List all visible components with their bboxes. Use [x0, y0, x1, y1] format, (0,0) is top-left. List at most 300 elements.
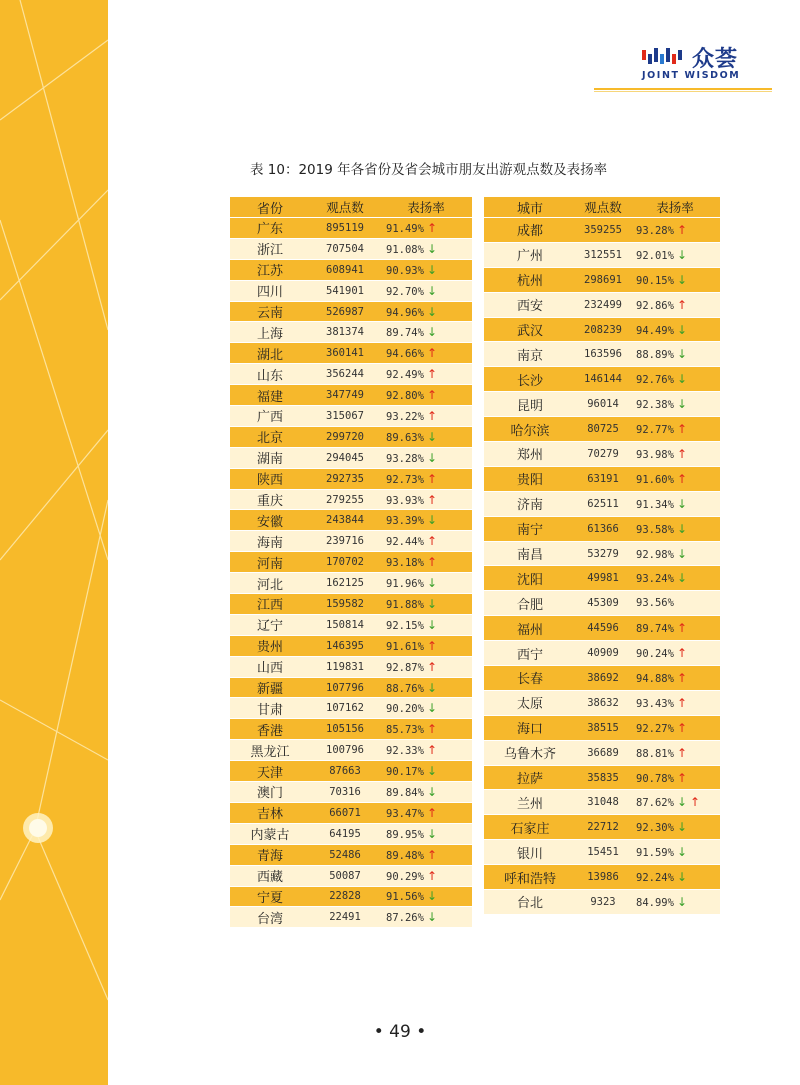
row-count: 62511	[576, 492, 630, 516]
row-rate-cell	[380, 239, 472, 259]
row-rate-cell	[380, 490, 472, 510]
arrow-up-icon: ↑	[426, 743, 437, 758]
row-name: 河北	[230, 573, 310, 593]
row-rate: 92.70%	[386, 285, 424, 298]
row-rate: 91.60%	[636, 473, 674, 486]
row-count: 52486	[310, 845, 380, 865]
arrow-down-icon: ↓	[426, 576, 437, 591]
row-rate-cell	[380, 866, 472, 886]
header-count: 观点数	[576, 197, 630, 217]
row-name: 西安	[484, 293, 576, 317]
table-row	[484, 218, 720, 242]
header-divider-thin	[594, 91, 772, 92]
row-rate: 91.61%	[386, 640, 424, 653]
arrow-up-icon: ↑	[426, 659, 437, 674]
row-count: 150814	[310, 615, 380, 635]
logo-english-text: JOINT WISDOM	[642, 70, 741, 81]
table-row	[484, 691, 720, 715]
row-count: 105156	[310, 719, 380, 739]
arrow-up-icon: ↑	[676, 621, 687, 636]
row-rate: 87.26%	[386, 912, 424, 925]
row-count: 243844	[310, 510, 380, 530]
table-row	[484, 591, 720, 615]
table-row	[230, 239, 472, 259]
row-name: 山西	[230, 657, 310, 677]
row-rate: 91.08%	[386, 243, 424, 256]
table-row	[484, 566, 720, 590]
arrow-down-icon: ↓	[676, 795, 687, 810]
arrow-up-icon: ↑	[426, 534, 437, 549]
row-count: 9323	[576, 890, 630, 914]
row-count: 608941	[310, 260, 380, 280]
arrow-up-icon: ↑	[676, 670, 687, 685]
arrow-up-icon: ↑	[426, 722, 437, 737]
row-rate: 92.73%	[386, 473, 424, 486]
row-count: 541901	[310, 281, 380, 301]
arrow-up-icon: ↑	[426, 638, 437, 653]
table-row	[230, 824, 472, 844]
row-count: 146144	[576, 367, 630, 391]
row-count: 31048	[576, 790, 630, 814]
header-rate: 表扬率	[630, 197, 720, 217]
table-row	[484, 268, 720, 292]
row-rate-cell	[380, 218, 472, 238]
arrow-down-icon: ↓	[426, 513, 437, 528]
arrow-up-icon: ↑	[676, 720, 687, 735]
arrow-up-icon: ↑	[426, 346, 437, 361]
row-name: 南宁	[484, 517, 576, 541]
row-name: 海口	[484, 716, 576, 740]
arrow-up-icon: ↑	[676, 770, 687, 785]
table-row	[484, 342, 720, 366]
table-row	[484, 741, 720, 765]
row-rate-cell	[630, 666, 720, 690]
table-row	[484, 542, 720, 566]
table-row	[230, 866, 472, 886]
row-rate: 92.44%	[386, 536, 424, 549]
row-count: 87663	[310, 761, 380, 781]
table-row	[230, 343, 472, 363]
row-name: 武汉	[484, 318, 576, 342]
row-count: 146395	[310, 636, 380, 656]
row-count: 312551	[576, 243, 630, 267]
row-name: 杭州	[484, 268, 576, 292]
row-count: 107796	[310, 678, 380, 698]
row-count: 38692	[576, 666, 630, 690]
table-row	[230, 803, 472, 823]
row-rate: 87.62%	[636, 797, 674, 810]
row-name: 重庆	[230, 490, 310, 510]
row-name: 辽宁	[230, 615, 310, 635]
row-rate-cell	[380, 824, 472, 844]
row-name: 云南	[230, 302, 310, 322]
arrow-up-icon: ↑	[676, 695, 687, 710]
row-name: 乌鲁木齐	[484, 741, 576, 765]
arrow-down-icon: ↓	[426, 680, 437, 695]
row-rate-cell	[630, 392, 720, 416]
arrow-down-icon: ↓	[676, 397, 687, 412]
arrow-up-icon: ↑	[426, 367, 437, 382]
province-table	[230, 196, 472, 928]
row-name: 昆明	[484, 392, 576, 416]
row-count: 381374	[310, 322, 380, 342]
row-rate-cell	[380, 448, 472, 468]
row-count: 298691	[576, 268, 630, 292]
row-rate: 90.93%	[386, 264, 424, 277]
row-name: 河南	[230, 552, 310, 572]
arrow-down-icon: ↓	[426, 241, 437, 256]
row-name: 拉萨	[484, 766, 576, 790]
row-rate: 94.88%	[636, 672, 674, 685]
arrow-down-icon: ↓	[676, 322, 687, 337]
row-name: 呼和浩特	[484, 865, 576, 889]
row-rate-cell	[630, 517, 720, 541]
table-row	[484, 790, 720, 814]
row-rate: 91.96%	[386, 578, 424, 591]
table-title: 表 10：2019 年各省份及省会城市朋友出游观点数及表扬率	[250, 162, 608, 178]
page-number: • 49 •	[373, 1022, 427, 1042]
row-rate-cell	[380, 719, 472, 739]
table-row	[230, 510, 472, 530]
row-name: 浙江	[230, 239, 310, 259]
row-rate: 91.49%	[386, 222, 424, 235]
row-rate-cell	[380, 678, 472, 698]
table-row	[230, 260, 472, 280]
row-rate-cell	[630, 741, 720, 765]
row-rate-cell	[630, 218, 720, 242]
arrow-down-icon: ↓	[676, 247, 687, 262]
row-count: 100796	[310, 740, 380, 760]
row-rate: 92.27%	[636, 722, 674, 735]
decorative-sidebar	[0, 0, 108, 1085]
row-name: 合肥	[484, 591, 576, 615]
row-rate: 94.96%	[386, 306, 424, 319]
arrow-down-icon: ↓	[426, 826, 437, 841]
row-name: 北京	[230, 427, 310, 447]
row-name: 山东	[230, 364, 310, 384]
arrow-down-icon: ↓	[676, 820, 687, 835]
row-rate: 90.17%	[386, 766, 424, 779]
table-row	[230, 469, 472, 489]
arrow-down-icon: ↓	[676, 496, 687, 511]
table-row	[230, 490, 472, 510]
row-name: 福建	[230, 385, 310, 405]
table-row	[484, 641, 720, 665]
row-rate-cell	[380, 322, 472, 342]
arrow-up-icon: ↑	[426, 471, 437, 486]
row-name: 福州	[484, 616, 576, 640]
row-name: 台北	[484, 890, 576, 914]
row-name: 长春	[484, 666, 576, 690]
row-name: 青海	[230, 845, 310, 865]
row-count: 360141	[310, 343, 380, 363]
row-rate-cell	[630, 467, 720, 491]
row-rate-cell	[380, 406, 472, 426]
row-rate-cell	[380, 803, 472, 823]
row-rate-cell	[380, 343, 472, 363]
row-count: 315067	[310, 406, 380, 426]
row-name: 西藏	[230, 866, 310, 886]
row-count: 232499	[576, 293, 630, 317]
table-row	[230, 698, 472, 718]
row-name: 新疆	[230, 678, 310, 698]
row-rate: 92.80%	[386, 390, 424, 403]
row-rate: 92.49%	[386, 369, 424, 382]
row-name: 安徽	[230, 510, 310, 530]
row-rate: 92.98%	[636, 548, 674, 561]
row-name: 宁夏	[230, 887, 310, 907]
row-rate: 90.29%	[386, 870, 424, 883]
row-name: 香港	[230, 719, 310, 739]
table-row	[230, 364, 472, 384]
row-rate: 93.98%	[636, 448, 674, 461]
arrow-down-icon: ↓	[426, 764, 437, 779]
arrow-up-icon: ↑	[426, 492, 437, 507]
row-name: 甘肃	[230, 698, 310, 718]
row-name: 江西	[230, 594, 310, 614]
row-rate-cell	[630, 790, 720, 814]
row-rate-cell	[380, 636, 472, 656]
row-count: 22491	[310, 907, 380, 927]
row-count: 707504	[310, 239, 380, 259]
row-rate: 89.48%	[386, 849, 424, 862]
row-rate: 93.24%	[636, 573, 674, 586]
arrow-down-icon: ↓	[426, 283, 437, 298]
row-count: 40909	[576, 641, 630, 665]
table-row	[230, 385, 472, 405]
table-row	[230, 302, 472, 322]
table-row	[230, 887, 472, 907]
row-rate-cell	[630, 442, 720, 466]
table-row	[484, 318, 720, 342]
arrow-down-icon: ↓	[426, 784, 437, 799]
row-rate: 90.20%	[386, 703, 424, 716]
row-rate-cell	[380, 364, 472, 384]
row-name: 贵州	[230, 636, 310, 656]
row-rate: 92.76%	[636, 374, 674, 387]
row-rate: 94.49%	[636, 324, 674, 337]
row-name: 江苏	[230, 260, 310, 280]
glow-dot-core	[29, 819, 47, 837]
row-count: 292735	[310, 469, 380, 489]
arrow-down-icon: ↓	[426, 325, 437, 340]
row-name: 广东	[230, 218, 310, 238]
row-rate-cell	[630, 691, 720, 715]
row-rate-cell	[380, 302, 472, 322]
arrow-up-icon: ↑	[426, 408, 437, 423]
table-row	[484, 417, 720, 441]
table-row	[230, 740, 472, 760]
row-rate-cell	[380, 427, 472, 447]
row-rate: 91.56%	[386, 891, 424, 904]
row-rate-cell	[380, 845, 472, 865]
brand-logo	[640, 42, 770, 88]
row-rate-cell	[630, 815, 720, 839]
table-row	[230, 657, 472, 677]
row-count: 63191	[576, 467, 630, 491]
row-name: 广西	[230, 406, 310, 426]
row-rate-cell	[630, 492, 720, 516]
table-row	[230, 322, 472, 342]
row-count: 49981	[576, 566, 630, 590]
row-name: 南京	[484, 342, 576, 366]
row-rate-cell	[630, 591, 720, 615]
row-count: 163596	[576, 342, 630, 366]
row-name: 哈尔滨	[484, 417, 576, 441]
row-rate-cell	[380, 281, 472, 301]
header-divider	[594, 88, 772, 90]
row-count: 294045	[310, 448, 380, 468]
table-row	[484, 517, 720, 541]
arrow-up-icon: ↑	[676, 745, 687, 760]
table-row	[484, 492, 720, 516]
row-rate-cell	[380, 907, 472, 927]
row-rate: 92.86%	[636, 299, 674, 312]
row-rate-cell	[630, 293, 720, 317]
row-rate-cell	[380, 740, 472, 760]
header-province: 省份	[230, 197, 310, 217]
arrow-down-icon: ↓	[676, 272, 687, 287]
row-rate-cell	[380, 469, 472, 489]
row-count: 61366	[576, 517, 630, 541]
row-rate: 93.56%	[636, 597, 674, 610]
row-name: 南昌	[484, 542, 576, 566]
arrow-up-icon: ↑	[426, 868, 437, 883]
row-count: 107162	[310, 698, 380, 718]
row-rate: 92.15%	[386, 619, 424, 632]
row-rate: 90.15%	[636, 274, 674, 287]
row-count: 279255	[310, 490, 380, 510]
row-count: 13986	[576, 865, 630, 889]
row-rate-cell	[630, 417, 720, 441]
row-rate-cell	[380, 552, 472, 572]
row-count: 53279	[576, 542, 630, 566]
row-rate-cell	[630, 342, 720, 366]
arrow-up-icon: ↑	[426, 847, 437, 862]
row-rate: 93.93%	[386, 494, 424, 507]
table-row	[230, 761, 472, 781]
row-rate: 93.18%	[386, 557, 424, 570]
row-name: 四川	[230, 281, 310, 301]
table-row	[484, 392, 720, 416]
row-count: 162125	[310, 573, 380, 593]
province-table-header	[230, 197, 472, 217]
row-rate-cell	[380, 260, 472, 280]
row-name: 台湾	[230, 907, 310, 927]
row-rate: 90.24%	[636, 648, 674, 661]
row-name: 吉林	[230, 803, 310, 823]
table-row	[230, 281, 472, 301]
row-rate: 92.24%	[636, 872, 674, 885]
row-name: 湖南	[230, 448, 310, 468]
header-city: 城市	[484, 197, 576, 217]
row-rate-cell	[630, 367, 720, 391]
row-rate-cell	[630, 243, 720, 267]
table-row	[230, 782, 472, 802]
table-row	[484, 293, 720, 317]
logo-chinese-text: 众荟	[692, 47, 739, 72]
row-rate-cell	[630, 641, 720, 665]
row-name: 澳门	[230, 782, 310, 802]
table-row	[230, 406, 472, 426]
row-rate: 89.74%	[636, 623, 674, 636]
table-row	[484, 890, 720, 914]
table-row	[230, 552, 472, 572]
row-name: 济南	[484, 492, 576, 516]
row-count: 96014	[576, 392, 630, 416]
arrow-down-icon: ↓	[676, 521, 687, 536]
row-name: 西宁	[484, 641, 576, 665]
arrow-down-icon: ↓	[426, 617, 437, 632]
arrow-up-icon: ↑	[690, 795, 701, 810]
row-rate-cell	[380, 887, 472, 907]
arrow-down-icon: ↓	[676, 372, 687, 387]
row-count: 170702	[310, 552, 380, 572]
arrow-down-icon: ↓	[676, 571, 687, 586]
row-name: 天津	[230, 761, 310, 781]
table-row	[230, 573, 472, 593]
table-row	[230, 218, 472, 238]
arrow-down-icon: ↓	[676, 870, 687, 885]
row-count: 208239	[576, 318, 630, 342]
row-count: 22712	[576, 815, 630, 839]
row-rate-cell	[380, 761, 472, 781]
row-count: 526987	[310, 302, 380, 322]
table-row	[230, 615, 472, 635]
table-row	[484, 865, 720, 889]
row-name: 贵阳	[484, 467, 576, 491]
row-rate: 92.01%	[636, 249, 674, 262]
row-name: 太原	[484, 691, 576, 715]
table-row	[230, 636, 472, 656]
row-count: 50087	[310, 866, 380, 886]
table-row	[484, 616, 720, 640]
row-rate: 93.28%	[636, 224, 674, 237]
table-row	[230, 845, 472, 865]
table-row	[230, 531, 472, 551]
row-rate: 93.43%	[636, 697, 674, 710]
row-rate: 92.30%	[636, 822, 674, 835]
row-rate: 89.63%	[386, 431, 424, 444]
row-rate: 88.81%	[636, 747, 674, 760]
row-count: 38515	[576, 716, 630, 740]
row-rate-cell	[630, 566, 720, 590]
row-name: 沈阳	[484, 566, 576, 590]
row-rate: 93.58%	[636, 523, 674, 536]
row-rate-cell	[380, 698, 472, 718]
arrow-down-icon: ↓	[426, 910, 437, 925]
row-rate: 92.87%	[386, 661, 424, 674]
row-rate: 92.33%	[386, 745, 424, 758]
row-rate: 90.78%	[636, 772, 674, 785]
row-rate-cell	[630, 890, 720, 914]
row-name: 郑州	[484, 442, 576, 466]
row-rate: 93.22%	[386, 410, 424, 423]
header-rate: 表扬率	[380, 197, 472, 217]
row-rate: 88.89%	[636, 349, 674, 362]
row-rate-cell	[380, 594, 472, 614]
arrow-down-icon: ↓	[676, 894, 687, 909]
row-rate-cell	[380, 510, 472, 530]
arrow-up-icon: ↑	[676, 297, 687, 312]
arrow-up-icon: ↑	[676, 446, 687, 461]
row-count: 66071	[310, 803, 380, 823]
arrow-down-icon: ↓	[426, 701, 437, 716]
arrow-up-icon: ↑	[426, 555, 437, 570]
row-count: 159582	[310, 594, 380, 614]
table-row	[230, 678, 472, 698]
row-count: 64195	[310, 824, 380, 844]
